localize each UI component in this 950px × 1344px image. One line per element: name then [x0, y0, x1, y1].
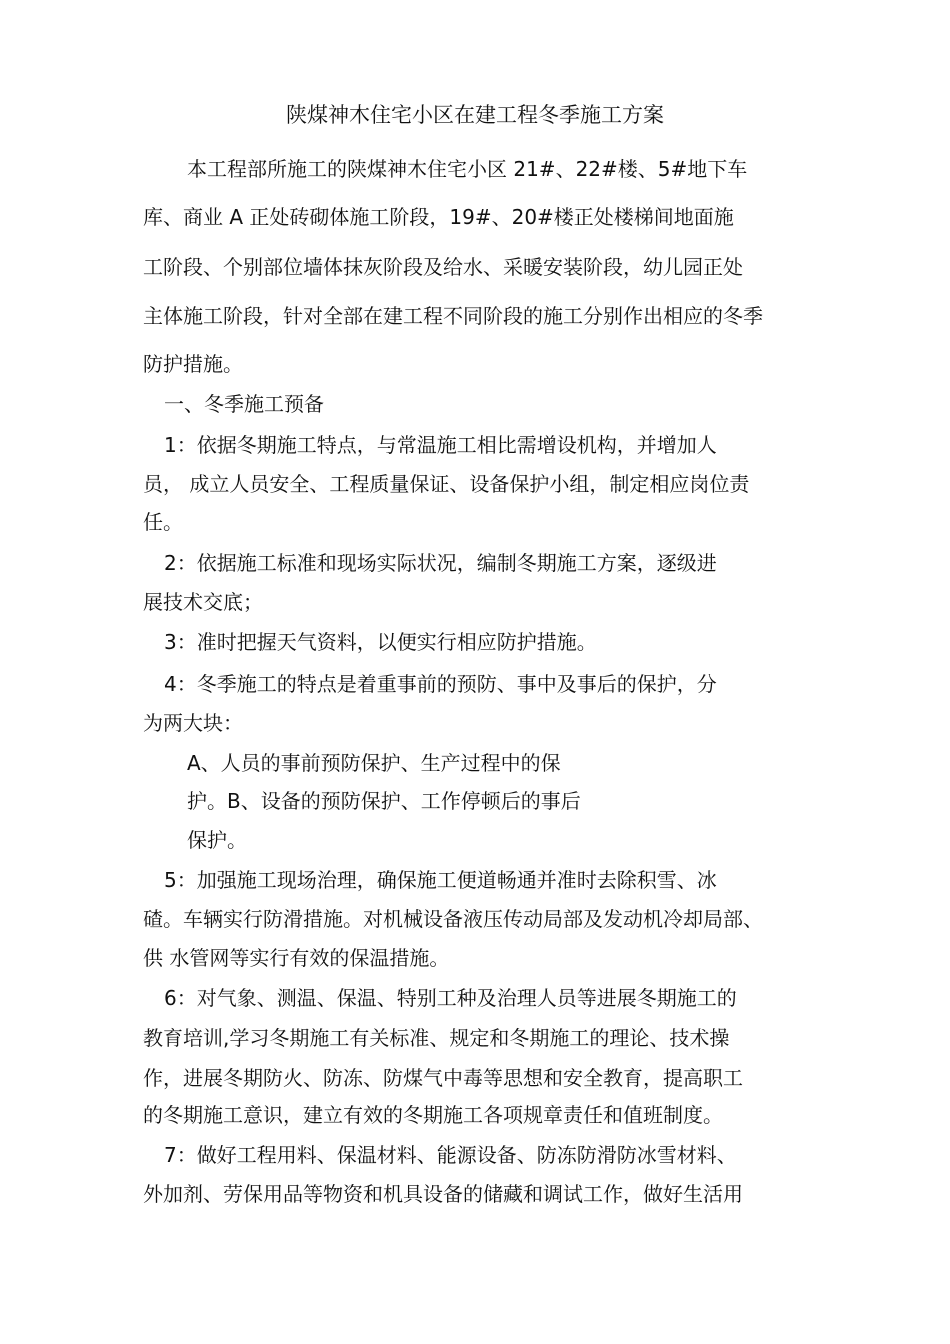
text-line: 6：对气象、测温、保温、特别工种及治理人员等进展冬期施工的	[164, 986, 737, 1010]
text-line: 5：加强施工现场治理，确保施工便道畅通并准时去除积雪、冰	[164, 868, 717, 892]
text-line: 防护措施。	[143, 352, 243, 376]
text-line: 4：冬季施工的特点是着重事前的预防、事中及事后的保护，分	[164, 672, 717, 696]
text-line: 的冬期施工意识，建立有效的冬期施工各项规章责任和值班制度。	[143, 1103, 723, 1127]
text-line: 本工程部所施工的陕煤神木住宅小区 21#、22#楼、5#地下车	[187, 157, 748, 181]
text-line: 作，进展冬期防火、防冻、防煤气中毒等思想和安全教育，提高职工	[143, 1066, 743, 1090]
text-line: 护。B、设备的预防保护、工作停顿后的事后	[187, 789, 581, 813]
text-line: 保护。	[187, 828, 247, 852]
text-line: 主体施工阶段，针对全部在建工程不同阶段的施工分别作出相应的冬季	[143, 304, 763, 328]
text-line: 外加剂、劳保用品等物资和机具设备的储藏和调试工作，做好生活用	[143, 1182, 743, 1206]
text-line: 库、商业 A 正处砖砌体施工阶段，19#、20#楼正处楼梯间地面施	[143, 205, 734, 229]
text-line: 工阶段、个别部位墙体抹灰阶段及给水、采暖安装阶段，幼儿园正处	[143, 255, 743, 279]
text-line: 7：做好工程用料、保温材料、能源设备、防冻防滑防冰雪材料、	[164, 1143, 737, 1167]
text-line: 为两大块：	[143, 711, 243, 735]
section-heading: 一、冬季施工预备	[164, 392, 324, 416]
text-line: 供 水管网等实行有效的保温措施。	[143, 946, 450, 970]
text-line: 员， 成立人员安全、工程质量保证、设备保护小组，制定相应岗位责	[143, 472, 750, 496]
text-line: 2：依据施工标准和现场实际状况，编制冬期施工方案，逐级进	[164, 551, 717, 575]
document-title: 陕煤神木住宅小区在建工程冬季施工方案	[286, 103, 664, 127]
text-line: 展技术交底；	[143, 590, 263, 614]
text-line: 1：依据冬期施工特点，与常温施工相比需增设机构，并增加人	[164, 433, 717, 457]
text-line: 教育培训,学习冬期施工有关标准、规定和冬期施工的理论、技术操	[143, 1026, 730, 1050]
text-line: 3：准时把握天气资料，以便实行相应防护措施。	[164, 630, 597, 654]
text-line: 任。	[143, 510, 183, 534]
text-line: 碴。车辆实行防滑措施。对机械设备液压传动局部及发动机冷却局部、	[143, 907, 763, 931]
text-line: A、人员的事前预防保护、生产过程中的保	[187, 751, 561, 775]
